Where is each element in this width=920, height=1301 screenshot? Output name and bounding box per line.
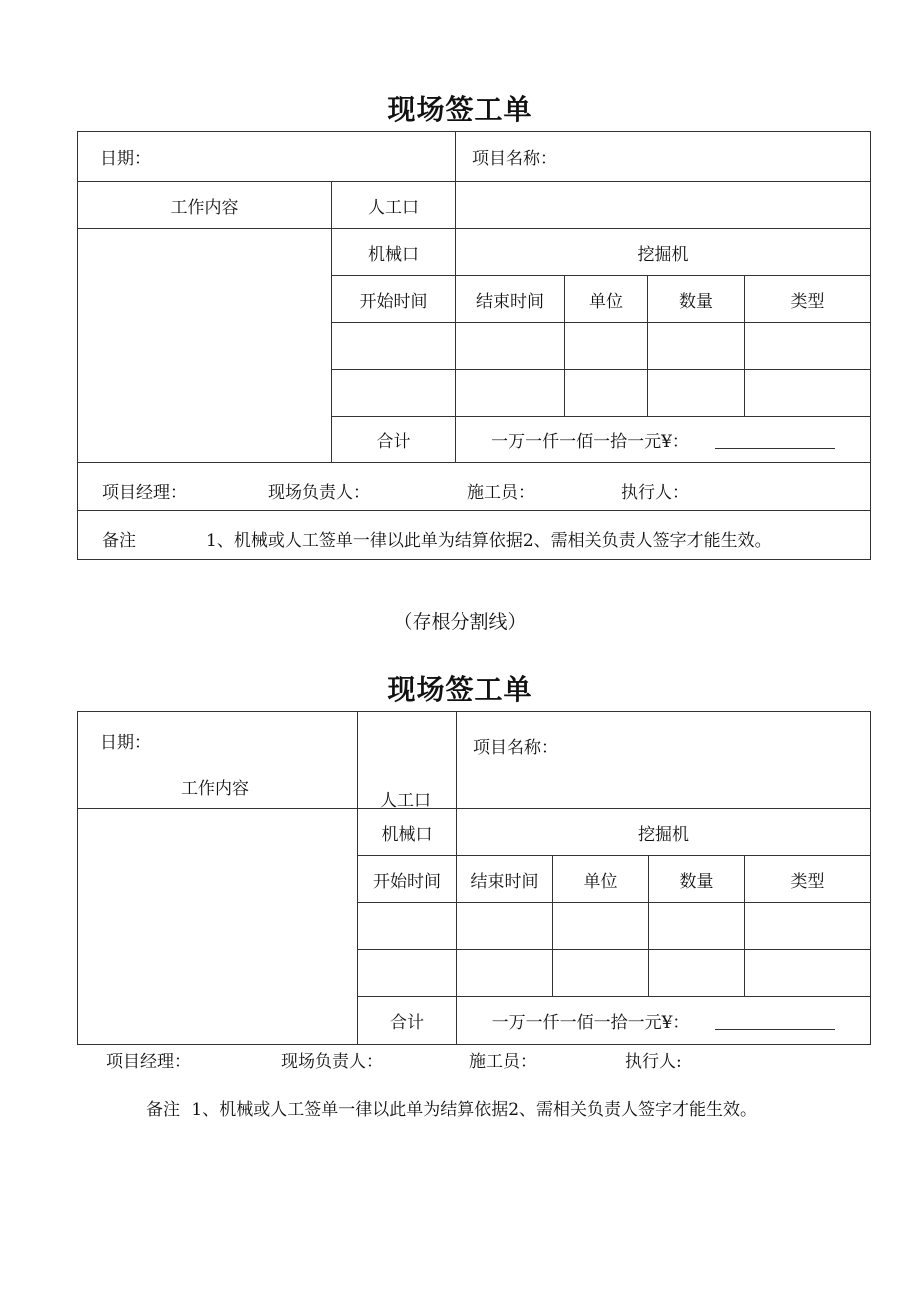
form1-col-end-time: 结束时间: [456, 276, 565, 323]
form2-cell[interactable]: [553, 950, 649, 997]
form1-labor-value[interactable]: [456, 182, 871, 229]
form1-cell[interactable]: [745, 323, 871, 370]
form1-cell[interactable]: [648, 323, 745, 370]
form2-cell[interactable]: [649, 950, 745, 997]
form2-cell[interactable]: [553, 903, 649, 950]
form1-cell[interactable]: [332, 323, 456, 370]
form1-title: 现场签工单: [387, 93, 533, 126]
form1-date-label: 日期：: [78, 132, 456, 182]
form2-machine-name: 挖掘机: [457, 809, 871, 856]
form2-note-label: 备注: [146, 1100, 180, 1120]
form1-amount: [456, 417, 871, 463]
form1-note-text: 1、机械或人工签单一律以此单为结算依据2、需相关负责人签字才能生效。: [206, 531, 772, 551]
form1-cell[interactable]: [456, 323, 565, 370]
form1-note-row: [78, 511, 871, 560]
form2-col-quantity: 数量: [649, 856, 745, 903]
form1-signer-builder: 施工员：: [467, 483, 535, 503]
form2-signer-manager: 项目经理：: [106, 1052, 191, 1072]
form2-project-cell[interactable]: [457, 712, 871, 809]
form1-col-start-time: 开始时间: [332, 276, 456, 323]
form1-work-content-area[interactable]: [78, 229, 332, 463]
form2-cell[interactable]: [457, 950, 553, 997]
form2-work-content: 工作内容: [181, 779, 249, 799]
form2-machine: 机械口: [358, 809, 457, 856]
form1-signer-manager: 项目经理：: [102, 483, 187, 503]
form2-col-end-time: 结束时间: [457, 856, 553, 903]
form2-labor: 人工口: [380, 791, 431, 811]
form1-cell[interactable]: [648, 370, 745, 417]
form2-labor-cell[interactable]: [358, 712, 457, 809]
form1-col-type: 类型: [745, 276, 871, 323]
form2-signer-site-lead: 现场负责人：: [281, 1052, 383, 1072]
form1-amount-text: 一万一仟一佰一拾一元¥：: [491, 432, 689, 452]
form1-work-content: 工作内容: [78, 182, 332, 229]
form1-machine-name: 挖掘机: [456, 229, 871, 276]
form2-work-content-area[interactable]: [78, 809, 358, 1045]
form2-cell[interactable]: [358, 903, 457, 950]
form2-signer-builder: 施工员：: [469, 1052, 537, 1072]
form1-table: [77, 131, 871, 560]
stub-separator: （存根分割线）: [393, 611, 527, 633]
form1-total-label: 合计: [332, 417, 456, 463]
form2-note: [146, 1095, 757, 1120]
form1-col-unit: 单位: [565, 276, 648, 323]
form2-note-text: 1、机械或人工签单一律以此单为结算依据2、需相关负责人签字才能生效。: [191, 1100, 758, 1120]
form1-col-quantity: 数量: [648, 276, 745, 323]
form1-cell[interactable]: [565, 370, 648, 417]
form2-cell[interactable]: [745, 903, 871, 950]
form1-signers-row: [78, 463, 871, 511]
form2-title: 现场签工单: [387, 673, 533, 706]
form1-signer-executor: 执行人：: [621, 483, 689, 503]
form2-amount: [457, 997, 871, 1045]
form1-note-label: 备注: [102, 531, 136, 551]
form1-labor: 人工口: [332, 182, 456, 229]
form2-cell[interactable]: [649, 903, 745, 950]
form1-cell[interactable]: [745, 370, 871, 417]
form2-amount-blank[interactable]: [715, 1028, 835, 1030]
form1-project-label: 项目名称：: [456, 132, 871, 182]
form2-cell[interactable]: [457, 903, 553, 950]
form2-signer-executor: 执行人:: [625, 1052, 682, 1072]
form1-cell[interactable]: [565, 323, 648, 370]
form1-machine: 机械口: [332, 229, 456, 276]
form2-cell[interactable]: [358, 950, 457, 997]
form2-date-label: 日期：: [100, 733, 151, 753]
form2-project-label: 项目名称：: [473, 738, 558, 758]
form2-table: [77, 711, 871, 1045]
form1-cell[interactable]: [332, 370, 456, 417]
form2-date-cell[interactable]: [78, 712, 358, 809]
form2-cell[interactable]: [745, 950, 871, 997]
form2-col-unit: 单位: [553, 856, 649, 903]
form2-amount-text: 一万一仟一佰一拾一元¥：: [491, 1013, 690, 1033]
form2-total-label: 合计: [358, 997, 457, 1045]
form1-cell[interactable]: [456, 370, 565, 417]
form1-signer-site-lead: 现场负责人：: [268, 483, 370, 503]
form2-col-type: 类型: [745, 856, 871, 903]
form1-amount-blank[interactable]: [715, 447, 835, 449]
form2-col-start-time: 开始时间: [358, 856, 457, 903]
